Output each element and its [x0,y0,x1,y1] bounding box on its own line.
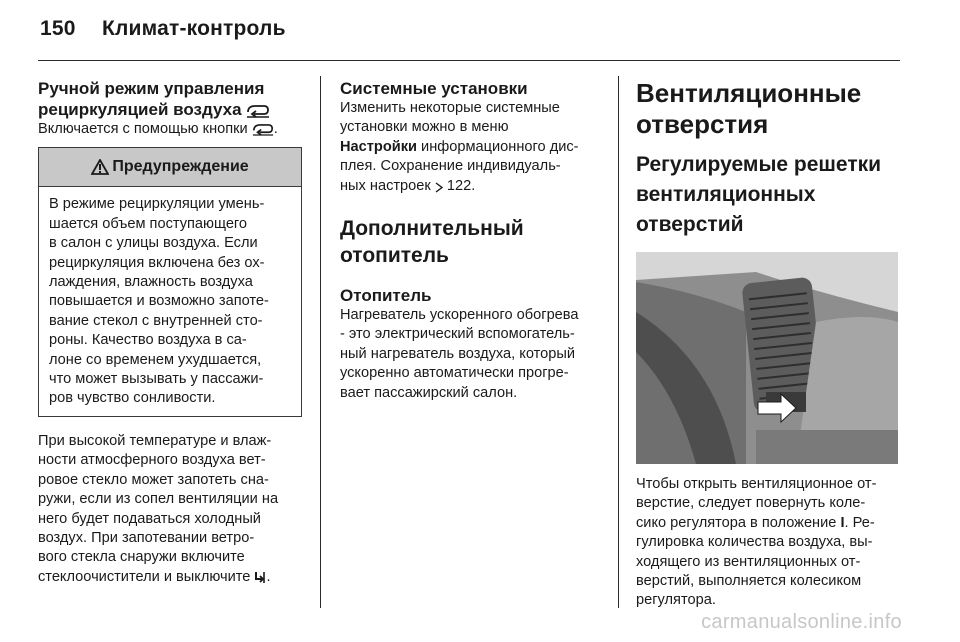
intro-text: Включается с помощью кнопки . [38,121,278,137]
subheading-heater: Отопитель [340,286,432,306]
page-reference-arrow-icon [435,182,443,193]
settings-menu-name: Настройки [340,138,417,155]
column-3 [636,78,900,611]
page-title: Климат-контроль [102,17,286,40]
vent-position-mark: I [840,514,845,531]
column-divider-1 [320,76,321,608]
warning-box [38,147,302,416]
page-header [40,17,286,41]
warning-title: Предупреждение [112,158,249,176]
column-2 [340,78,604,403]
page-reference: 122 [446,177,472,194]
watermark: carmanualsonline.info [701,611,902,633]
header-rule [38,60,900,61]
warning-text: В режиме рециркуляции умень- шается объем поступающего в салон с улицы воздуха. Если рециркуляция включена без ох- лаждения, влажность воздуха повышается и возможно запоте- вание стекол с внутренней сто- роны. Качество воздуха в са- лоне со временем ухудшается, что может вызывать у пассажи- ров чувство сонливости. [49,196,269,407]
vent-caption: Чтобы открыть вентиляционное от- верстие, следует повернуть коле- сико регулятора в положение I. Ре- гулировка количества воздуха, вы- ходящего из вентиляционных от- верстий, выполняется колесиком регулятора. [636,476,877,609]
heater-text: Нагреватель ускоренного обогрева - это электрический вспомогатель- ный нагреватель воздуха, который ускоренно автоматически прогре- вает пассажирский салон. [340,307,579,401]
settings-text: Изменить некоторые системные установки можно в меню Настройки информационного дис- плея. Сохранение индивидуаль- ных настроек 122. [340,100,579,194]
body-text-fogging: При высокой температуре и влаж- ности атмосферного воздуха вет- ровое стекло может запотеть сна- ружи, если из сопел вентиляции на него будет подаваться холодный воздух. При запотевании ветро- вого стекла снаружи включите стеклоочистители и выключите . [38,432,279,585]
vent-photo [636,252,898,464]
air-distribution-windshield-icon [254,571,266,584]
warning-header [39,148,301,187]
recirculation-button-icon [252,123,274,136]
section-heading-system-settings: Системные установки [340,79,528,98]
section-heading-vents: Вентиляционные отверстия [636,78,862,139]
subheading-adjustable-vents: Регулируемые решетки вентиляционных отверстий [636,153,882,236]
column-divider-2 [618,76,619,608]
column-1 [38,78,302,587]
section-heading-recirculation: Ручной режим управления рециркуляцией воздуха [38,78,302,120]
page-number: 150 [40,17,76,40]
recirculation-icon [246,104,270,118]
section-heading-auxiliary-heater: Дополнительный отопитель [340,217,524,268]
warning-triangle-icon [91,159,109,175]
